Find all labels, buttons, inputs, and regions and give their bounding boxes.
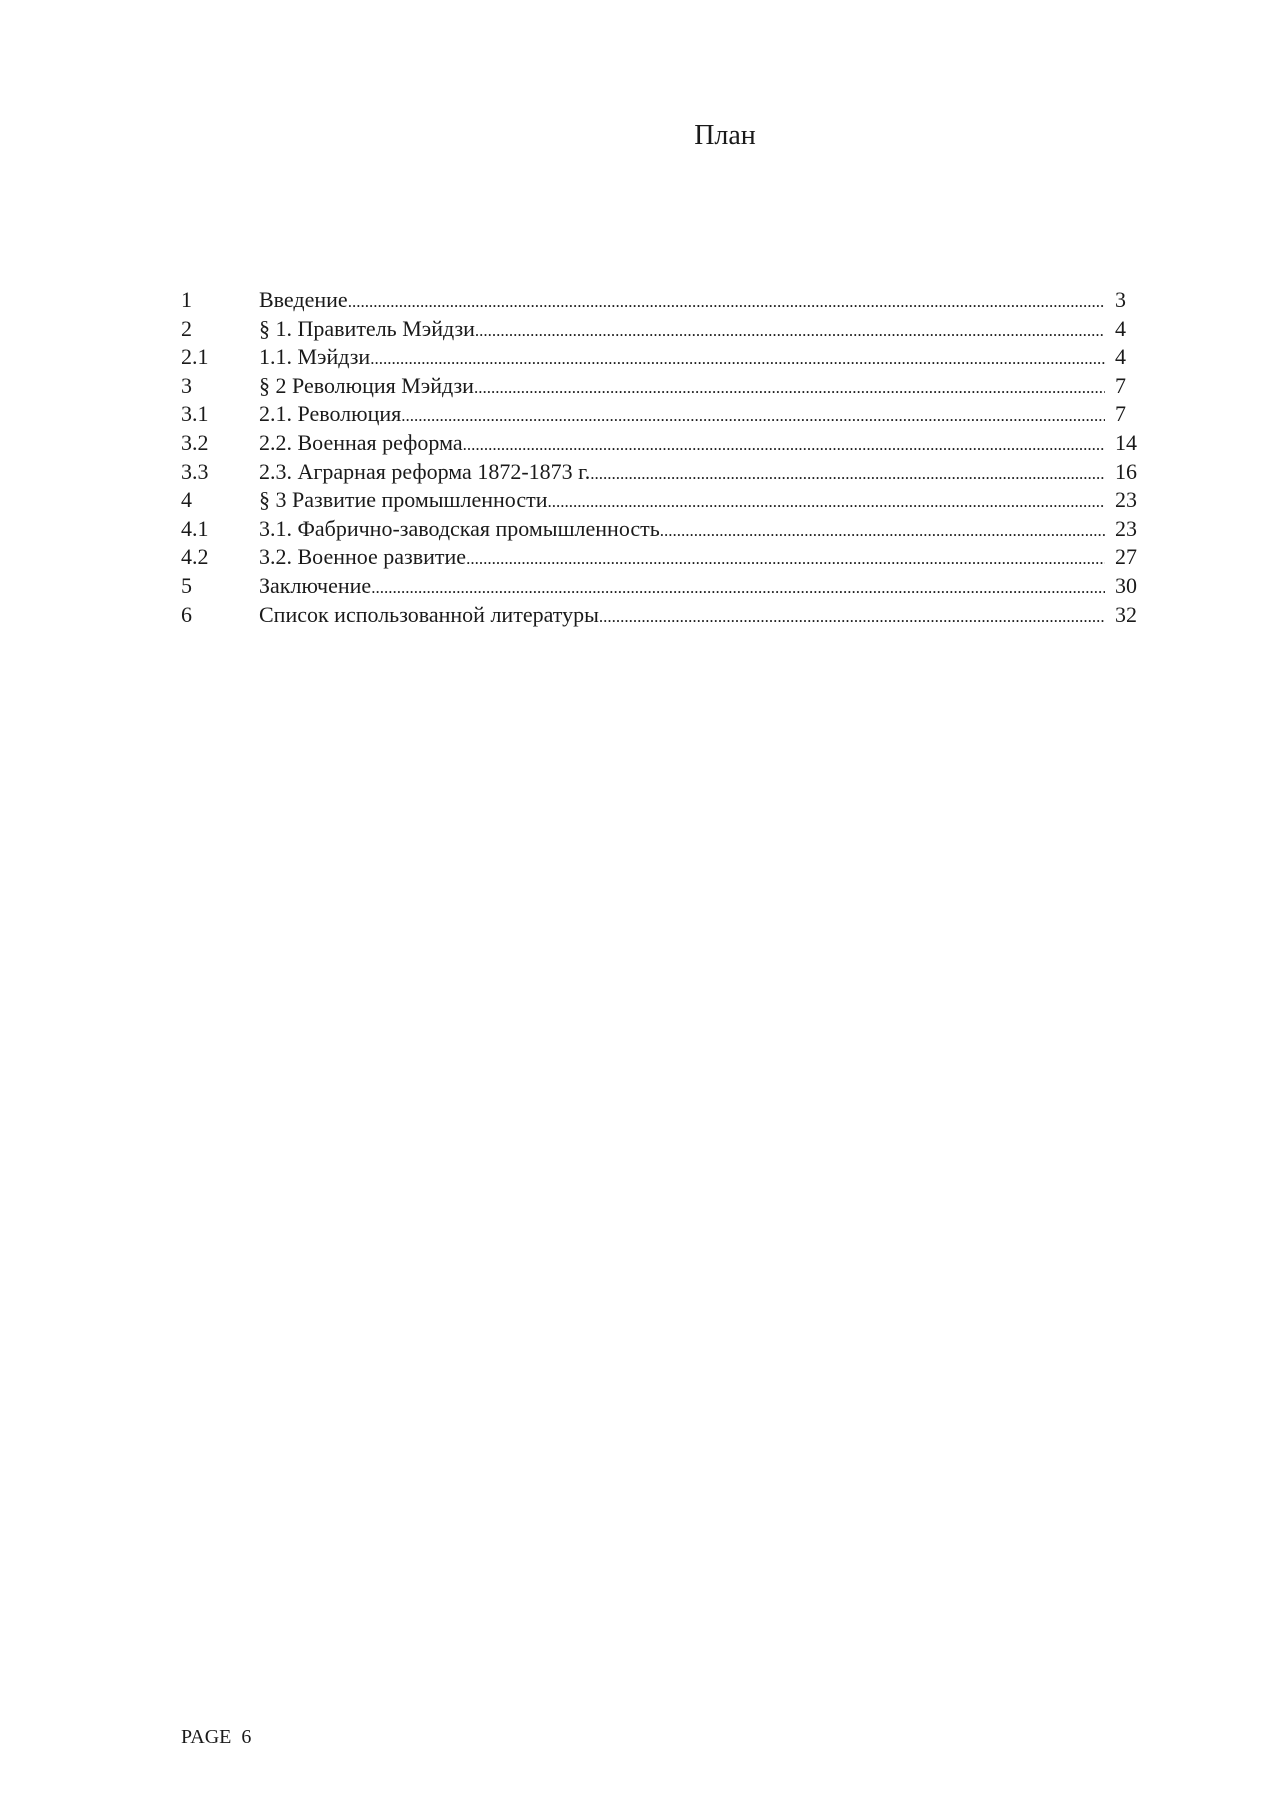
- toc-number: 4.1: [181, 515, 209, 541]
- dot-leader: [660, 515, 1105, 545]
- toc-entry: [259, 372, 1105, 402]
- toc-row[interactable]: [181, 458, 1145, 487]
- dot-leader: [599, 601, 1105, 631]
- toc-number: 2: [181, 315, 192, 341]
- toc-label: 3.2. Военное развитие: [259, 544, 467, 570]
- toc-entry: [259, 458, 1105, 488]
- toc-number: 2.1: [181, 344, 209, 370]
- toc-page-number: 7: [1115, 401, 1126, 427]
- toc-number: 3.1: [181, 401, 209, 427]
- toc-label: 3.1. Фабрично-заводская промышленность: [259, 515, 660, 541]
- toc-row[interactable]: [181, 400, 1145, 429]
- toc-label: Введение: [259, 287, 348, 312]
- toc-number: 4.2: [181, 544, 209, 570]
- toc-row[interactable]: [181, 429, 1145, 458]
- toc-number: 3: [181, 372, 192, 398]
- page-number: 6: [241, 1726, 252, 1748]
- toc-number: 5: [181, 572, 192, 598]
- toc-page-number: 16: [1115, 458, 1137, 484]
- dot-leader: [371, 572, 1105, 602]
- toc-number: 6: [181, 601, 192, 627]
- toc-row[interactable]: [181, 543, 1145, 572]
- page-field-label: PAGE: [181, 1726, 232, 1748]
- page-title: План: [694, 120, 756, 151]
- dot-leader: [348, 286, 1105, 316]
- toc-label: 2.1. Революция: [259, 401, 402, 427]
- toc-label: Список использованной литературы: [259, 601, 599, 627]
- toc-number: 3.2: [181, 429, 209, 455]
- toc-entry: [259, 601, 1105, 631]
- toc-page-number: 4: [1115, 315, 1126, 341]
- toc-row[interactable]: [181, 372, 1145, 401]
- dot-leader: [370, 343, 1105, 373]
- toc-page-number: 23: [1115, 487, 1137, 513]
- toc-page-number: 32: [1115, 601, 1137, 627]
- dot-leader: [474, 372, 1105, 402]
- dot-leader: [590, 458, 1105, 488]
- toc-page-number: 23: [1115, 515, 1137, 541]
- toc-page-number: 27: [1115, 544, 1137, 570]
- toc-row[interactable]: [181, 315, 1145, 344]
- toc-row[interactable]: [181, 343, 1145, 372]
- toc-page-number: 3: [1115, 287, 1126, 312]
- toc-page-number: 14: [1115, 429, 1137, 455]
- dot-leader: [475, 315, 1105, 345]
- toc-label: 1.1. Мэйдзи: [259, 344, 371, 370]
- toc-label: 2.2. Военная реформа: [259, 429, 463, 455]
- toc-label: Заключение: [259, 572, 372, 598]
- toc-row[interactable]: [181, 486, 1145, 515]
- dot-leader: [466, 543, 1105, 573]
- toc-row[interactable]: [181, 286, 1145, 315]
- toc-number: 3.3: [181, 458, 209, 484]
- toc-row[interactable]: [181, 515, 1145, 544]
- toc-entry: [259, 515, 1105, 545]
- toc-row[interactable]: [181, 572, 1145, 601]
- toc-number: 4: [181, 487, 192, 513]
- table-of-contents: [181, 286, 1145, 629]
- toc-number: 1: [181, 287, 192, 312]
- dot-leader: [463, 429, 1105, 459]
- toc-page-number: 7: [1115, 372, 1126, 398]
- toc-label: § 3 Развитие промышленности: [259, 487, 548, 513]
- toc-entry: [259, 486, 1105, 516]
- toc-entry: [259, 286, 1105, 316]
- toc-row[interactable]: [181, 601, 1145, 630]
- toc-entry: [259, 343, 1105, 373]
- toc-page-number: 4: [1115, 344, 1126, 370]
- toc-entry: [259, 429, 1105, 459]
- toc-entry: [259, 572, 1105, 602]
- toc-entry: [259, 315, 1105, 345]
- toc-page-number: 30: [1115, 572, 1137, 598]
- toc-label: § 1. Правитель Мэйдзи: [259, 315, 475, 341]
- page-footer: [181, 1724, 251, 1750]
- toc-entry: [259, 400, 1105, 430]
- dot-leader: [548, 486, 1106, 516]
- dot-leader: [401, 400, 1105, 430]
- toc-label: 2.3. Аграрная реформа 1872-1873 г.: [259, 458, 591, 484]
- toc-label: § 2 Революция Мэйдзи: [259, 372, 474, 398]
- toc-entry: [259, 543, 1105, 573]
